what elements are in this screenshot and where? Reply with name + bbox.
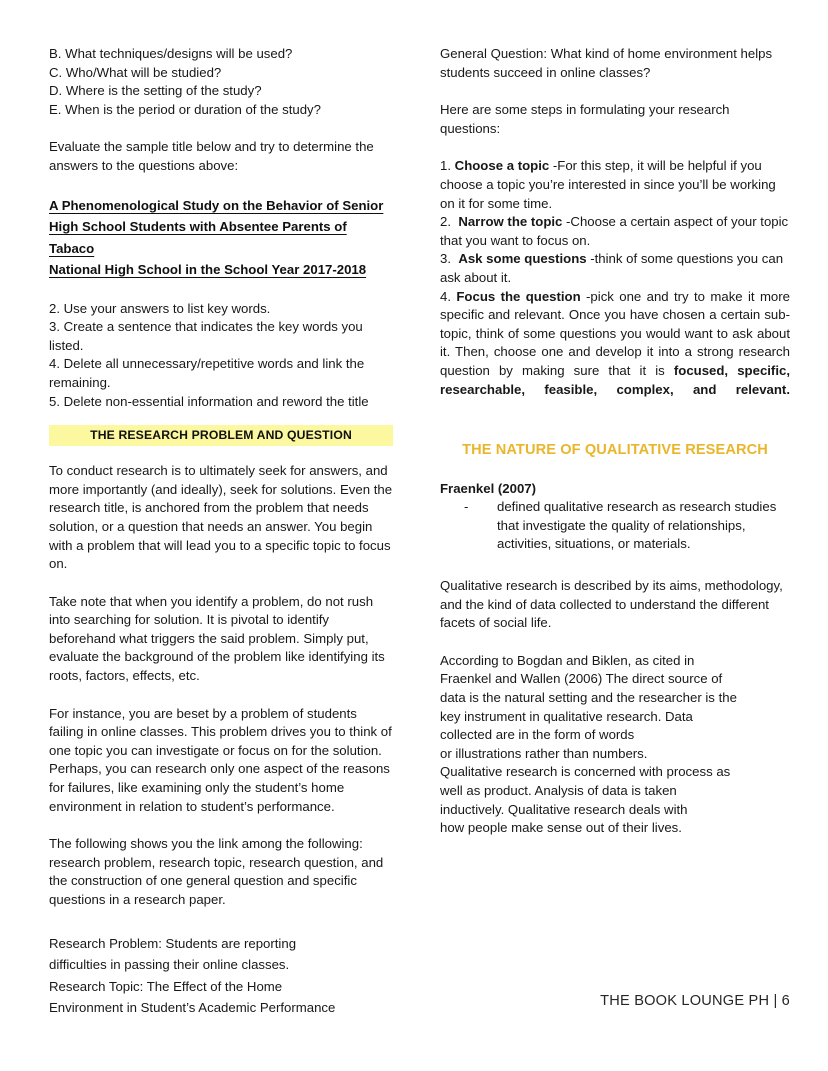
research-problem-section-heading xyxy=(49,425,393,446)
dash-bullet-icon: - xyxy=(464,499,469,515)
body-paragraph: Take note that when you identify a problem, do not rush into searching for solution. It is pivotal to identify beforehand what triggers the said problem. Simply put, evaluate the background of the problem like identifying its roots, factors, effects, etc. xyxy=(49,593,385,684)
step-item: 3. Create a sentence that indicates the key words you listed. xyxy=(49,319,363,353)
step-title: Choose a topic xyxy=(454,158,550,174)
spacer xyxy=(49,686,393,705)
left-column xyxy=(49,45,393,1019)
fraenkel-heading: Fraenkel (2007) xyxy=(440,480,537,496)
step-item: 5. Delete non-essential information and reword the title xyxy=(49,393,369,409)
step-title: Ask some questions xyxy=(458,251,587,267)
spacer xyxy=(440,460,790,480)
spacer xyxy=(49,411,393,425)
formulating-step-3 xyxy=(440,250,790,287)
spacer xyxy=(49,176,393,195)
step-title: Narrow the topic xyxy=(458,214,563,230)
body-paragraph: The following shows you the link among the following: research problem, research topic, research question, and the construction of one general question and specific questions in a research paper. xyxy=(49,836,384,907)
fraenkel-definition-list xyxy=(440,498,790,554)
spacer xyxy=(440,633,790,652)
step-item: 2. Use your answers to list key words. xyxy=(49,300,271,316)
research-topic-line: Environment in Student’s Academic Performance xyxy=(49,1000,336,1016)
step-body: -think of some questions you can ask about it. xyxy=(440,251,784,285)
bogdan-line: collected are in the form of words xyxy=(440,727,635,743)
body-paragraph: Qualitative research is described by its aims, methodology, and the kind of data collected to understand the different facets of social life. xyxy=(440,578,783,631)
bogdan-line: well as product. Analysis of data is taken xyxy=(440,783,677,798)
step-body: -Choose a certain aspect of your topic that you want to focus on. xyxy=(440,214,789,248)
bogdan-line: inductively. Qualitative research deals with xyxy=(440,801,688,817)
spacer xyxy=(440,82,790,101)
spacer xyxy=(49,816,393,835)
bogdan-line: data is the natural setting and the researcher is the xyxy=(440,690,737,706)
list-item xyxy=(440,498,790,554)
question-item: B. What techniques/designs will be used? xyxy=(49,46,293,61)
step-number: 4. xyxy=(440,288,451,304)
bogdan-line: Fraenkel and Wallen (2006) The direct source of xyxy=(440,671,723,687)
page-footer: THE BOOK LOUNGE PH | 6 xyxy=(600,993,790,1009)
spacer xyxy=(440,554,790,577)
research-problem-line: difficulties in passing their online classes. xyxy=(49,957,290,973)
spacer xyxy=(440,138,790,157)
step-body: -For this step, it will be helpful if you choose a topic you’re interested in since you’ll be working on it for some time. xyxy=(440,158,776,211)
spacer xyxy=(49,281,393,300)
bogdan-line: Qualitative research is concerned with process as xyxy=(440,764,731,780)
step-body: -pick one and try to make it more specific and relevant. Once you have chosen a certain sub-topic, think of some questions you would want to ask about it. Then, choose one and develop it into a strong research question by making sure that it is xyxy=(440,288,790,378)
list-item-text: defined qualitative research as research studies that investigate the quality of relationships, activities, situations, or materials. xyxy=(497,499,777,552)
bogdan-line: how people make sense out of their lives. xyxy=(440,820,682,836)
question-item: D. Where is the setting of the study? xyxy=(49,83,262,99)
bogdan-line: key instrument in qualitative research. Data xyxy=(440,708,693,724)
sample-title-line: National High School in the School Year 2017-2018 xyxy=(49,262,367,278)
question-item: E. When is the period or duration of the study? xyxy=(49,101,321,117)
bogdan-line: or illustrations rather than numbers. xyxy=(440,745,648,761)
step-item: 4. Delete all unnecessary/repetitive words and link the remaining. xyxy=(49,356,365,390)
spacer xyxy=(49,910,393,933)
step-title: Focus the question xyxy=(456,288,581,304)
research-problem-topic-block xyxy=(49,933,393,1019)
sample-title-line: High School Students with Absentee Parents of Tabaco xyxy=(49,219,347,256)
step-body-emphasis: focused, specific, researchable, feasible, complex, and relevant. xyxy=(440,362,790,397)
formulating-step-4 xyxy=(440,288,790,418)
step-number: 1. xyxy=(440,158,451,174)
body-paragraph: For instance, you are beset by a problem of students failing in online classes. This problem drives you to think of one topic you can investigate or focus on for the solution. Perhaps, you can research only one aspect of the reasons for failures, like examining only the student’s home environment in relation to student’s performance. xyxy=(49,705,392,814)
evaluate-instruction: Evaluate the sample title below and try to determine the answers to the questions above: xyxy=(49,139,374,173)
spacer xyxy=(440,418,790,440)
bogdan-biklen-block xyxy=(440,652,790,838)
spacer xyxy=(49,119,393,138)
step-number: 2. xyxy=(440,214,451,230)
bogdan-line: According to Bogdan and Biklen, as cited in xyxy=(440,652,695,668)
sample-title xyxy=(49,195,393,281)
steps-intro: Here are some steps in formulating your research questions: xyxy=(440,102,730,136)
body-paragraph: To conduct research is to ultimately seek for answers, and more importantly (and ideally), seek for solutions. Even the research title, is anchored from the problem that needs solution, or a question that needs an answer. You begin with a problem that will lead you to a specific topic to focus on. xyxy=(49,463,393,572)
spacer xyxy=(49,446,393,462)
spacer xyxy=(49,574,393,593)
question-item: C. Who/What will be studied? xyxy=(49,64,222,80)
step-number: 3. xyxy=(440,251,451,267)
research-problem-line: Research Problem: Students are reporting xyxy=(49,935,297,951)
right-column xyxy=(440,45,790,838)
formulating-step-1 xyxy=(440,157,790,213)
sample-title-line: A Phenomenological Study on the Behavior of Senior xyxy=(49,197,384,213)
nature-of-qualitative-research-heading: THE NATURE OF QUALITATIVE RESEARCH xyxy=(462,441,768,458)
formulating-step-2 xyxy=(440,213,790,250)
research-topic-line: Research Topic: The Effect of the Home xyxy=(49,978,283,994)
general-question: General Question: What kind of home environment helps students succeed in online classes? xyxy=(440,46,773,80)
section-heading-text: THE RESEARCH PROBLEM AND QUESTION xyxy=(90,428,352,443)
